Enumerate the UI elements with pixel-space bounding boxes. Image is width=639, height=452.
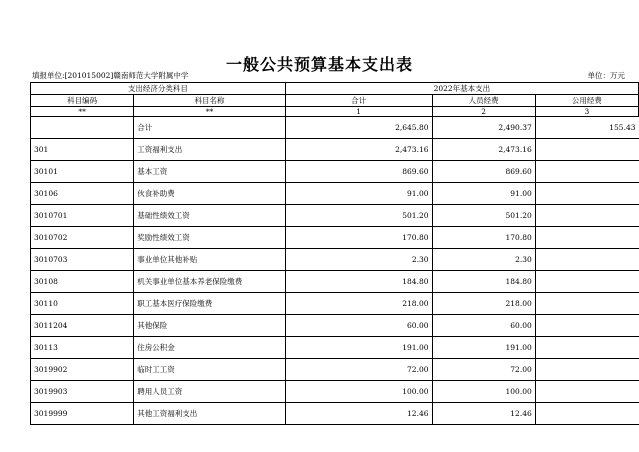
row-total: 12.46 [285,403,432,425]
table-row [31,293,639,315]
row-name: 伙食补助费 [134,183,286,205]
table-row [31,205,639,227]
index-public: 3 [535,107,638,117]
row-code [31,117,134,139]
row-personnel: 12.46 [432,403,535,425]
row-name: 临时工工资 [134,359,286,381]
row-public [535,139,638,161]
row-public: 155.43 [535,117,638,139]
row-public [535,403,638,425]
row-code: 3010701 [31,205,134,227]
row-public [535,249,638,271]
table-row [31,139,639,161]
header-index-row [31,107,639,117]
row-personnel: 191.00 [432,337,535,359]
row-personnel: 2,490.37 [432,117,535,139]
row-total: 2,645.80 [285,117,432,139]
row-personnel: 501.20 [432,205,535,227]
table-row [31,249,639,271]
header-name: 科目名称 [134,95,286,107]
row-public [535,183,638,205]
header-personnel: 人员经费 [432,95,535,107]
header-public: 公用经费 [535,95,638,107]
header-total: 合计 [285,95,432,107]
table-row [31,117,639,139]
row-code: 30106 [31,183,134,205]
row-code: 30113 [31,337,134,359]
row-total: 184.80 [285,271,432,293]
row-code: 3019903 [31,381,134,403]
row-public [535,271,638,293]
row-public [535,359,638,381]
row-code: 30110 [31,293,134,315]
page-title: 一般公共预算基本支出表 [225,55,413,74]
row-code: 3010702 [31,227,134,249]
table-row [31,381,639,403]
row-name: 基本工资 [134,161,286,183]
row-personnel: 60.00 [432,315,535,337]
expenditure-table [30,82,639,425]
row-public [535,381,638,403]
row-name: 其他工资福利支出 [134,403,286,425]
row-total: 191.00 [285,337,432,359]
row-code: 3011204 [31,315,134,337]
row-personnel: 170.80 [432,227,535,249]
row-code: 3019902 [31,359,134,381]
row-personnel: 2,473.16 [432,139,535,161]
index-total: 1 [285,107,432,117]
row-name: 基础性绩效工资 [134,205,286,227]
row-code: 301 [31,139,134,161]
row-code: 3010703 [31,249,134,271]
currency-unit: 单位：万元 [587,71,625,80]
header-code: 科目编码 [31,95,134,107]
row-public [535,227,638,249]
table-row [31,161,639,183]
row-public [535,315,638,337]
reporting-unit: 填报单位:[201015002]赣南师范大学附属中学 [32,71,189,80]
row-name: 聘用人员工资 [134,381,286,403]
header-group-row [31,83,639,95]
index-personnel: 2 [432,107,535,117]
row-name: 职工基本医疗保险缴费 [134,293,286,315]
row-public [535,161,638,183]
row-code: 30101 [31,161,134,183]
row-public [535,205,638,227]
table-row [31,359,639,381]
row-name: 合计 [134,117,286,139]
row-personnel: 100.00 [432,381,535,403]
row-total: 2.30 [285,249,432,271]
row-code: 30108 [31,271,134,293]
header-subject-group: 支出经济分类科目 [31,83,286,95]
table-row [31,337,639,359]
table-row [31,227,639,249]
row-total: 91.00 [285,183,432,205]
row-name: 机关事业单位基本养老保险缴费 [134,271,286,293]
row-name: 工资福利支出 [134,139,286,161]
row-total: 501.20 [285,205,432,227]
row-total: 869.60 [285,161,432,183]
table-row [31,403,639,425]
row-personnel: 2.30 [432,249,535,271]
row-personnel: 869.60 [432,161,535,183]
row-total: 2,473.16 [285,139,432,161]
header-year-group: 2022年基本支出 [285,83,638,95]
row-total: 100.00 [285,381,432,403]
row-personnel: 91.00 [432,183,535,205]
row-total: 218.00 [285,293,432,315]
row-name: 住房公积金 [134,337,286,359]
table-row [31,183,639,205]
row-name: 奖励性绩效工资 [134,227,286,249]
table-row [31,315,639,337]
row-personnel: 184.80 [432,271,535,293]
row-total: 72.00 [285,359,432,381]
row-total: 60.00 [285,315,432,337]
index-name: ** [134,107,286,117]
row-public [535,337,638,359]
row-total: 170.80 [285,227,432,249]
index-code: ** [31,107,134,117]
row-name: 事业单位其他补贴 [134,249,286,271]
row-personnel: 218.00 [432,293,535,315]
row-name: 其他保险 [134,315,286,337]
row-code: 3019999 [31,403,134,425]
header-column-row [31,95,639,107]
table-row [31,271,639,293]
row-public [535,293,638,315]
row-personnel: 72.00 [432,359,535,381]
